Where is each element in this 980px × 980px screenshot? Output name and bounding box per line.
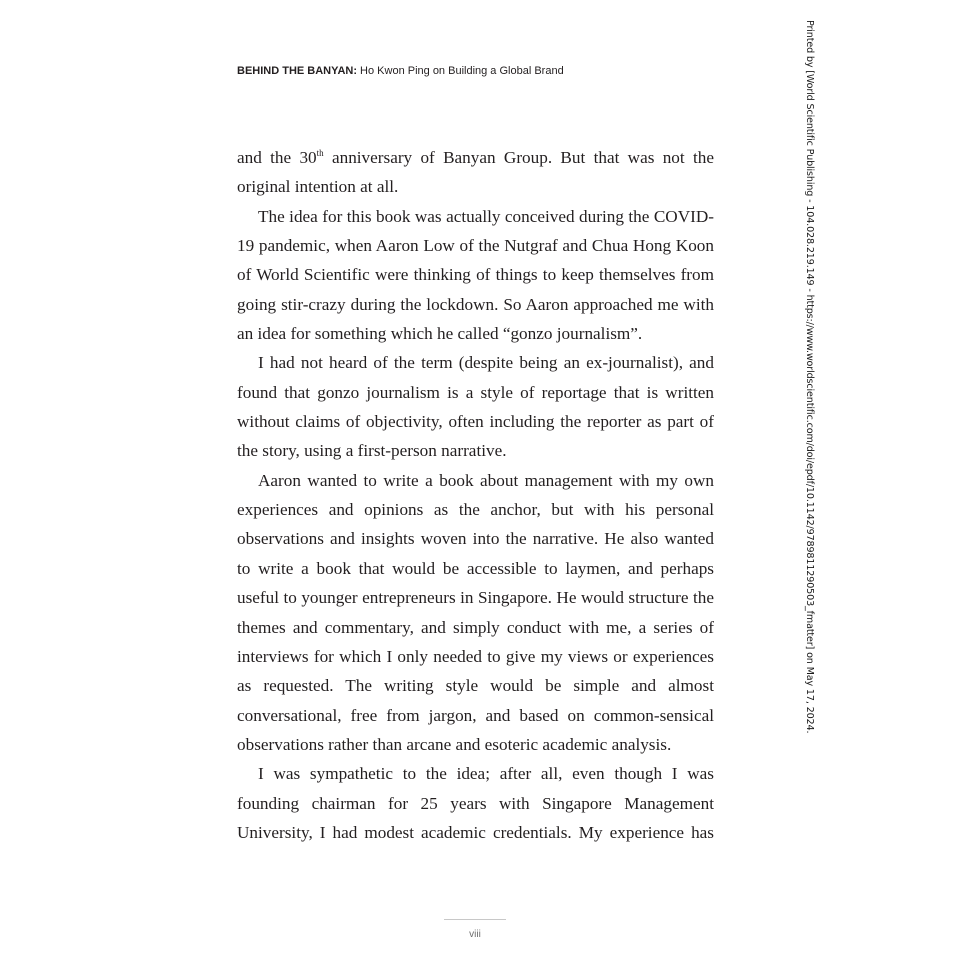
running-head [237,65,564,77]
paragraph: I had not heard of the term (despite being an ex-journalist), and found that gonzo journalism is a style of reportage that is written without claims of objectivity, often including the reporter as part of the story, using a first-person narrative. [237,353,714,461]
paragraph-continued [237,143,714,202]
body-text [237,143,714,847]
running-head-series: BEHIND THE BANYAN: [237,65,357,77]
paragraph-text-after-sup: anniversary of Banyan Group. But that was not the original intention at all. [237,148,714,197]
ordinal-superscript: th [316,148,324,158]
paragraph: The idea for this book was actually conceived during the COVID-19 pandemic, when Aaron Low of the Nutgraf and Chua Hong Koon of World Scientific were thinking of things to keep themselves from going stir-crazy during the lockdown. So Aaron approached me with an idea for something which he called “gonzo journalism”. [237,206,714,344]
paragraph-text-before-sup: and the 30 [237,148,317,167]
download-watermark: Printed by [World Scientific Publishing - 104.028.219.149 - https://www.worldscientific.com/doi/epdf/10.1142/9789811290503_fmatter] on May 17, 2024. [804,20,815,734]
running-head-title: Ho Kwon Ping on Building a Global Brand [357,65,564,77]
paragraph-continues: I was sympathetic to the idea; after all, even though I was founding chairman for 25 years with Singapore Management University, I had modest academic credentials. My experience has [237,764,714,842]
paragraph: Aaron wanted to write a book about management with my own experiences and opinions as the anchor, but with his personal observations and insights woven into the narrative. He also wanted to write a book that would be accessible to laymen, and perhaps useful to younger entrepreneurs in Singapore. He would structure the themes and commentary, and simply conduct with me, a series of interviews for which I only needed to give my views or experiences as requested. The writing style would be simple and almost conversational, free from jargon, and based on common-sensical observations rather than arcane and esoteric academic analysis. [237,470,714,754]
folio-divider [444,919,506,920]
page-number: viii [469,929,481,940]
